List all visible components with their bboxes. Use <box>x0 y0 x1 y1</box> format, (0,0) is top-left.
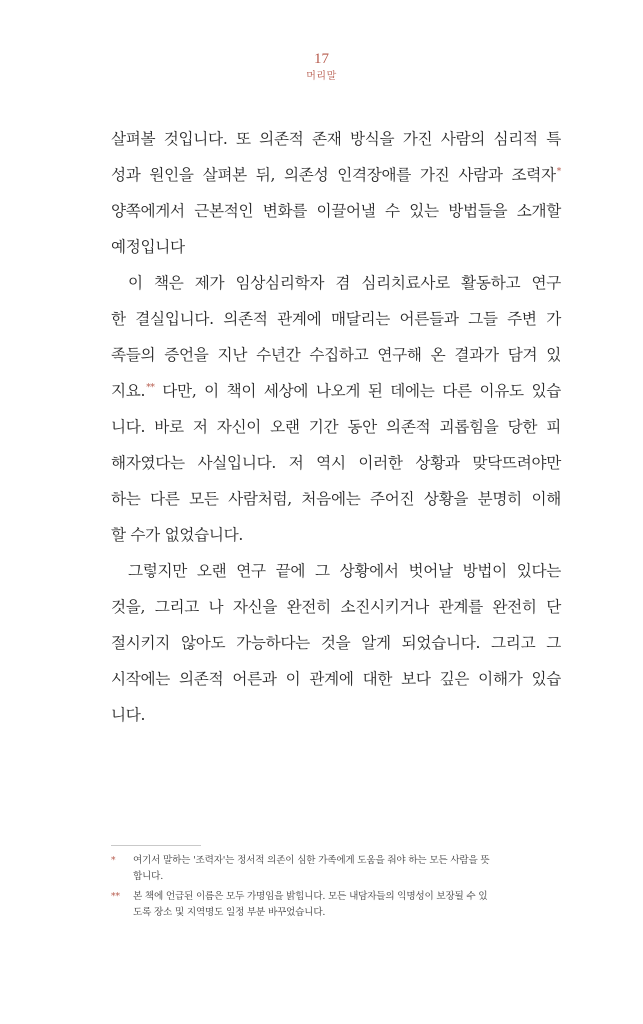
text-line: 해자였다는 사실입니다. 저 역시 이러한 상황과 맞닥뜨려야만 <box>111 454 561 472</box>
text-line: 하는 다른 모든 사람처럼, 처음에는 주어진 상황을 분명히 이해 <box>111 490 561 508</box>
page-header <box>0 50 643 84</box>
text-line: 예정입니다 <box>111 238 185 256</box>
footnote-ref-1[interactable]: * <box>556 166 561 177</box>
footnote-text: 여기서 말하는 '조력자'는 정서적 의존이 심한 가족에게 도움을 줘야 하는 모든 사람을 뜻 <box>133 855 490 866</box>
footnote-text: 본 책에 언급된 이름은 모두 가명임을 밝힙니다. 모든 내담자들의 익명성이 보장될 수 있 <box>133 891 488 902</box>
text-line <box>111 157 561 193</box>
text-line: 할 수가 없었습니다. <box>111 526 244 544</box>
footnote-text: 도록 장소 및 지역명도 일정 부분 바꾸었습니다. <box>133 907 326 918</box>
footnote-ref-2[interactable]: ** <box>146 382 155 393</box>
text-line: 양쪽에게서 근본적인 변화를 이끌어낼 수 있는 방법들을 소개할 <box>111 202 561 220</box>
text-line: 시작에는 의존적 어른과 이 관계에 대한 보다 깊은 이해가 있습 <box>111 670 561 688</box>
text-line: 살펴볼 것입니다. 또 의존적 존재 방식을 가진 사람의 심리적 특 <box>111 130 561 148</box>
text-line: 니다. <box>111 706 146 724</box>
text-line: 니다. 바로 저 자신이 오랜 기간 동안 의존적 괴롭힘을 당한 피 <box>111 418 561 436</box>
text-line-content: 성과 원인을 살펴본 뒤, 의존성 인격장애를 가진 사람과 조력자 <box>111 166 556 184</box>
footnote-marker: ** <box>111 892 120 902</box>
footnotes <box>111 853 561 925</box>
footnote-divider <box>111 845 201 846</box>
text-line: 그렇지만 오랜 연구 끝에 그 상황에서 벗어날 방법이 있다는 <box>128 562 561 580</box>
text-line-rest: 다만, 이 책이 세상에 나오게 된 데에는 다른 이유도 있습 <box>154 382 561 400</box>
text-line-start: 지요. <box>111 382 146 400</box>
footnote-text: 합니다. <box>133 871 164 882</box>
text-line: 이 책은 제가 임상심리학자 겸 심리치료사로 활동하고 연구 <box>128 274 561 292</box>
running-title: 머리말 <box>306 71 337 82</box>
footnote-2 <box>111 889 561 921</box>
body-text <box>111 121 561 733</box>
text-line: 것을, 그리고 나 자신을 완전히 소진시키거나 관계를 완전히 단 <box>111 598 561 616</box>
page-number: 17 <box>314 51 329 67</box>
text-line <box>111 373 561 409</box>
text-line: 족들의 증언을 지난 수년간 수집하고 연구해 온 결과가 담겨 있 <box>111 346 561 364</box>
footnote-marker: * <box>111 856 116 866</box>
footnote-1 <box>111 853 561 885</box>
text-line: 절시키지 않아도 가능하다는 것을 알게 되었습니다. 그리고 그 <box>111 634 561 652</box>
text-line: 한 결실입니다. 의존적 관계에 매달리는 어른들과 그들 주변 가 <box>111 310 561 328</box>
